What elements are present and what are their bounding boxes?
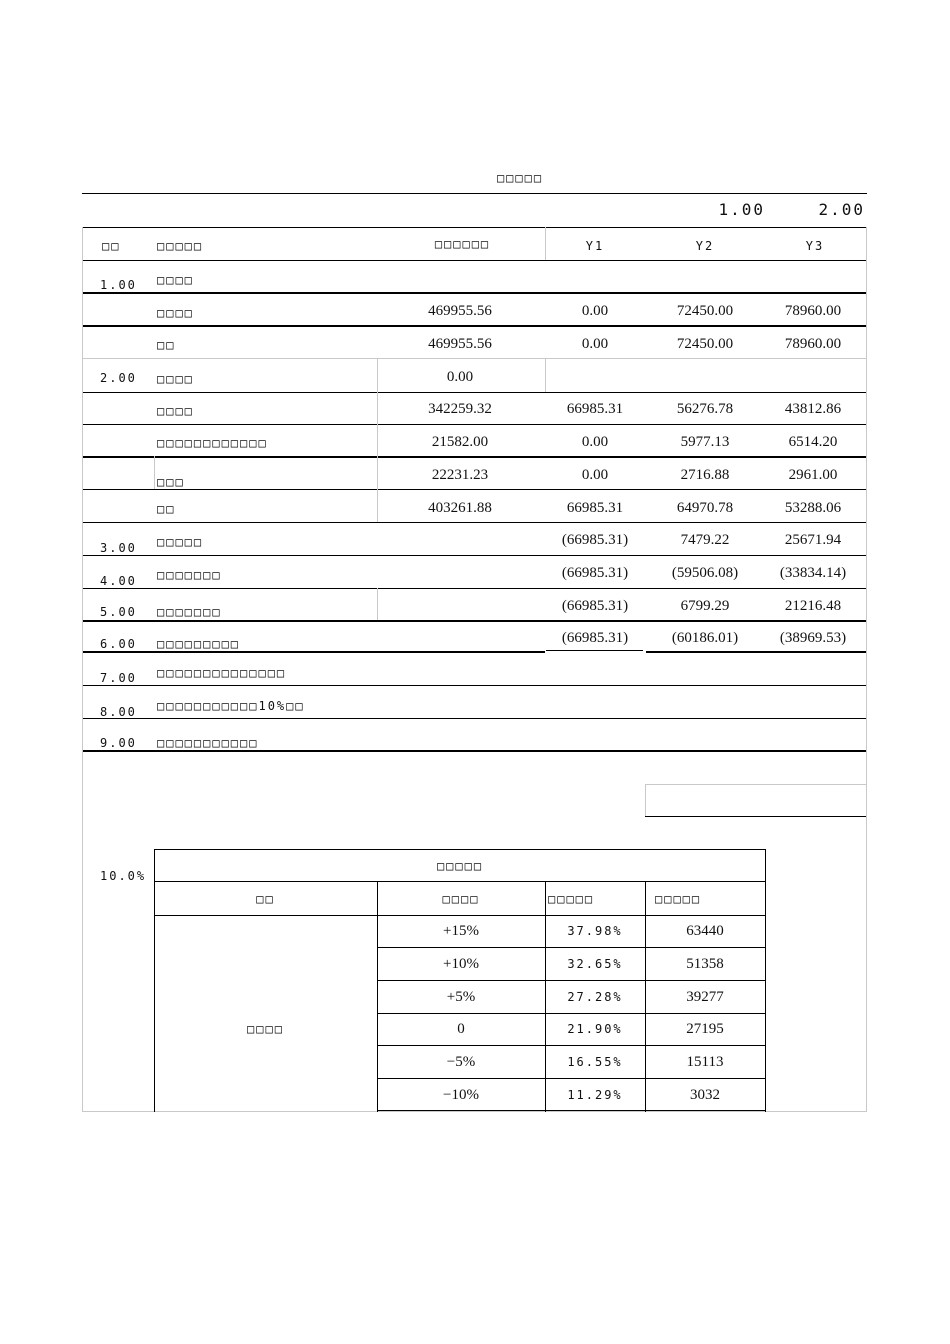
row-item: □□□□□□□ (157, 568, 222, 582)
sens-npv: 15113 (686, 1054, 724, 1070)
row-item: □□□□□□□□□□□□□□ (157, 666, 287, 680)
row-total: 22231.23 (431, 467, 489, 483)
row-y1: 66985.31 (566, 401, 624, 417)
row-total: 21582.00 (431, 434, 489, 450)
header-y3: Y3 (805, 239, 825, 253)
row-y3: 6514.20 (788, 434, 838, 450)
row-no: 8.00 (100, 705, 137, 719)
row-total: 0.00 (446, 369, 474, 385)
row-no: 5.00 (100, 605, 137, 619)
row-item: □□□□□□□□□□□10%□□ (157, 699, 305, 713)
row-no: 1.00 (100, 278, 137, 292)
row-y1: 66985.31 (566, 500, 624, 516)
sens-change: +10% (443, 956, 479, 972)
row-item: □□ (157, 502, 176, 516)
row-y3: 78960.00 (784, 303, 842, 319)
sens-npv: 51358 (686, 956, 724, 972)
row-item: □□□□ (157, 306, 194, 320)
sens-factor-label: □□□□ (247, 1022, 284, 1036)
row-y3: 21216.48 (784, 598, 842, 614)
row-total: 469955.56 (428, 336, 492, 352)
row-total: 403261.88 (428, 500, 492, 516)
row-y2: 2716.88 (680, 467, 730, 483)
row-item: □□□□□□□□□□□□ (157, 436, 268, 450)
sens-header-irr: □□□□□ (548, 892, 595, 906)
row-y3: 43812.86 (784, 401, 842, 417)
row-item: □□□□□□□ (157, 605, 222, 619)
row-y2: 72450.00 (676, 336, 734, 352)
row-y1: (66985.31) (561, 598, 629, 614)
row-item: □□□□□ (157, 535, 204, 549)
row-total: 342259.32 (428, 401, 492, 417)
row-y2: 56276.78 (676, 401, 734, 417)
discount-rate-label: 10.0% (100, 869, 147, 883)
sens-irr: 16.55% (567, 1055, 623, 1069)
sheet-title: □□□□□ (496, 171, 544, 185)
row-y3: 2961.00 (788, 467, 838, 483)
row-y2: 7479.22 (680, 532, 730, 548)
row-y3: (38969.53) (779, 630, 847, 646)
empty-cell-rule (645, 816, 866, 817)
sens-npv: 3032 (690, 1087, 720, 1103)
sens-irr: 27.28% (567, 990, 623, 1004)
header-bottom-rule (82, 260, 867, 261)
sens-change: −10% (443, 1087, 479, 1103)
sens-npv: 63440 (686, 923, 724, 939)
year-marker-2: 2.00 (818, 200, 865, 219)
row-no: 7.00 (100, 671, 137, 685)
header-no: □□ (102, 239, 121, 253)
year-marker-1: 1.00 (718, 200, 765, 219)
row-y1: (66985.31) (561, 565, 629, 581)
header-y1: Y1 (585, 239, 605, 253)
sens-header-change: □□□□ (442, 892, 480, 906)
sens-npv: 27195 (686, 1021, 724, 1037)
sens-irr: 37.98% (567, 924, 623, 938)
row-item: □□□ (157, 475, 185, 489)
row-item: □□□□ (157, 273, 194, 287)
sens-header-npv: □□□□□ (655, 892, 702, 906)
row-y1: 0.00 (581, 303, 609, 319)
sens-npv: 39277 (686, 989, 724, 1005)
row-item: □□ (157, 338, 176, 352)
row-y2: 72450.00 (676, 303, 734, 319)
row-no: 4.00 (100, 574, 137, 588)
row-total: 469955.56 (428, 303, 492, 319)
row-item: □□□□ (157, 404, 194, 418)
sens-irr: 21.90% (567, 1022, 623, 1036)
sens-change: 0 (457, 1021, 465, 1037)
sens-header-factor: □□ (256, 892, 275, 906)
sens-change: +5% (446, 989, 476, 1005)
row-item: □□□□ (157, 372, 194, 386)
header-total: □□□□□□ (434, 237, 491, 251)
sens-change: −5% (446, 1054, 476, 1070)
row-y2: (59506.08) (671, 565, 739, 581)
row-no: 6.00 (100, 637, 137, 651)
row-no: 3.00 (100, 541, 137, 555)
row-y3: 78960.00 (784, 336, 842, 352)
row-y1: 0.00 (581, 336, 609, 352)
row-y2: (60186.01) (671, 630, 739, 646)
row-y1: 0.00 (581, 467, 609, 483)
sens-irr: 11.29% (567, 1088, 623, 1102)
header-y2: Y2 (695, 239, 715, 253)
sens-change: +15% (443, 923, 479, 939)
row-y3: 25671.94 (784, 532, 842, 548)
row-y1: (66985.31) (561, 532, 629, 548)
row-item: □□□□□□□□□□□ (157, 736, 259, 750)
row-y2: 5977.13 (680, 434, 730, 450)
row-y1: (66985.31) (561, 630, 629, 646)
top-rule (82, 193, 867, 194)
header-item: □□□□□ (157, 239, 204, 253)
row-no: 2.00 (100, 371, 137, 385)
row-y1: 0.00 (581, 434, 609, 450)
sensitivity-title: □□□□□ (436, 859, 484, 873)
row-y2: 6799.29 (680, 598, 730, 614)
row-y3: 53288.06 (784, 500, 842, 516)
sens-irr: 32.65% (567, 957, 623, 971)
row-y3: (33834.14) (779, 565, 847, 581)
header-top-rule (82, 227, 867, 228)
row-y2: 64970.78 (676, 500, 734, 516)
row-item: □□□□□□□□□ (157, 637, 241, 651)
row-no: 9.00 (100, 736, 137, 750)
